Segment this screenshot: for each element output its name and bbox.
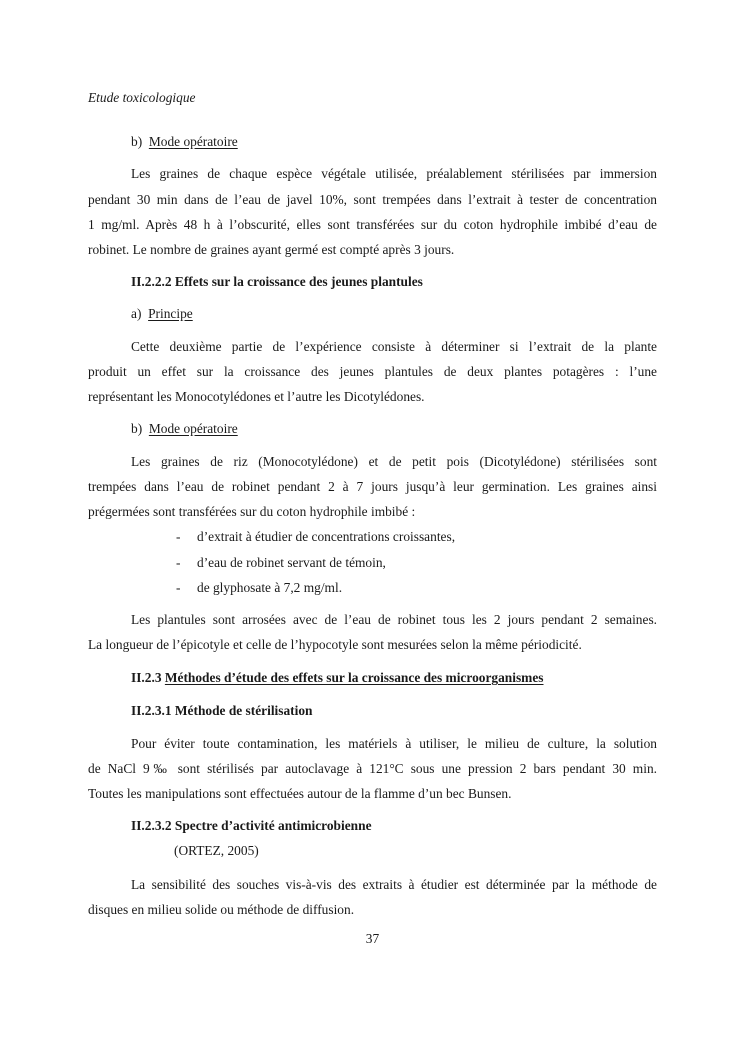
paragraph-line: Pour éviter toute contamination, les matériels à utiliser, le milieu de culture, la solution xyxy=(131,736,657,751)
subsection-title: Mode opératoire xyxy=(148,421,238,436)
paragraph-line: Toutes les manipulations sont effectuées autour de la flamme d’un bec Bunsen. xyxy=(88,786,512,801)
section-heading xyxy=(131,670,657,686)
citation: (ORTEZ, 2005) xyxy=(174,843,259,858)
subsection-label: a) xyxy=(131,306,142,321)
subsection-heading xyxy=(131,134,657,150)
list-item-text: de glyphosate à 7,2 mg/ml. xyxy=(197,580,343,595)
subsection-label: b) xyxy=(131,134,143,149)
list-item-text: d’eau de robinet servant de témoin, xyxy=(197,555,386,570)
subsection-heading xyxy=(131,306,657,322)
subsection-heading xyxy=(131,421,657,437)
paragraph-line: La sensibilité des souches vis-à-vis des extraits à étudier est déterminée par la méthode de xyxy=(131,877,657,892)
list-bullet: - xyxy=(176,580,181,595)
list-item-text: d’extrait à étudier de concentrations croissantes, xyxy=(197,529,456,544)
paragraph-line: prégermées sont transférées sur du coton hydrophile imbibé : xyxy=(88,504,416,519)
subsection-label: b) xyxy=(131,421,143,436)
list-bullet: - xyxy=(176,555,181,570)
subsection-title: Mode opératoire xyxy=(148,134,238,149)
paragraph-line: Les plantules sont arrosées avec de l’eau de robinet tous les 2 jours pendant 2 semaines. xyxy=(131,612,657,627)
section-heading: II.2.2.2 Effets sur la croissance des jeunes plantules xyxy=(131,274,423,289)
subsection-title: Principe xyxy=(148,306,193,321)
page-number: 37 xyxy=(365,931,380,946)
paragraph-line: de NaCl 9‰ sont stérilisés par autoclavage à 121°C sous une pression 2 bars pendant 30 min. xyxy=(88,761,657,776)
running-header: Etude toxicologique xyxy=(88,90,196,105)
section-heading: II.2.3.2 Spectre d’activité antimicrobienne xyxy=(131,818,372,833)
section-number: II.2.3 xyxy=(131,670,162,685)
paragraph-line: pendant 30 min dans de l’eau de javel 10%, sont trempées dans l’extrait à tester de concentration xyxy=(88,192,657,207)
paragraph-line: Les graines de riz (Monocotylédone) et de petit pois (Dicotylédone) stérilisées sont xyxy=(131,454,657,469)
paragraph-line: produit un effet sur la croissance des jeunes plantules de deux plantes potagères : l’une xyxy=(88,364,657,379)
list-bullet: - xyxy=(176,529,181,544)
section-heading: II.2.3.1 Méthode de stérilisation xyxy=(131,703,313,718)
paragraph-line: 1 mg/ml. Après 48 h à l’obscurité, elles sont transférées sur du coton hydrophile imbibé d’eau de xyxy=(88,217,657,232)
paragraph-line: trempées dans l’eau de robinet pendant 2 à 7 jours jusqu’à leur germination. Les graines ainsi xyxy=(88,479,657,494)
paragraph-line: représentant les Monocotylédones et l’autre les Dicotylédones. xyxy=(88,389,425,404)
paragraph-line: disques en milieu solide ou méthode de diffusion. xyxy=(88,902,355,917)
paragraph-line: Les graines de chaque espèce végétale utilisée, préalablement stérilisées par immersion xyxy=(131,166,657,181)
paragraph-line: robinet. Le nombre de graines ayant germé est compté après 3 jours. xyxy=(88,242,455,257)
section-title: Méthodes d’étude des effets sur la croissance des microorganismes xyxy=(164,670,544,685)
paragraph-line: Cette deuxième partie de l’expérience consiste à déterminer si l’extrait de la plante xyxy=(131,339,657,354)
paragraph-line: La longueur de l’épicotyle et celle de l’hypocotyle sont mesurées selon la même périodicité. xyxy=(88,637,582,652)
